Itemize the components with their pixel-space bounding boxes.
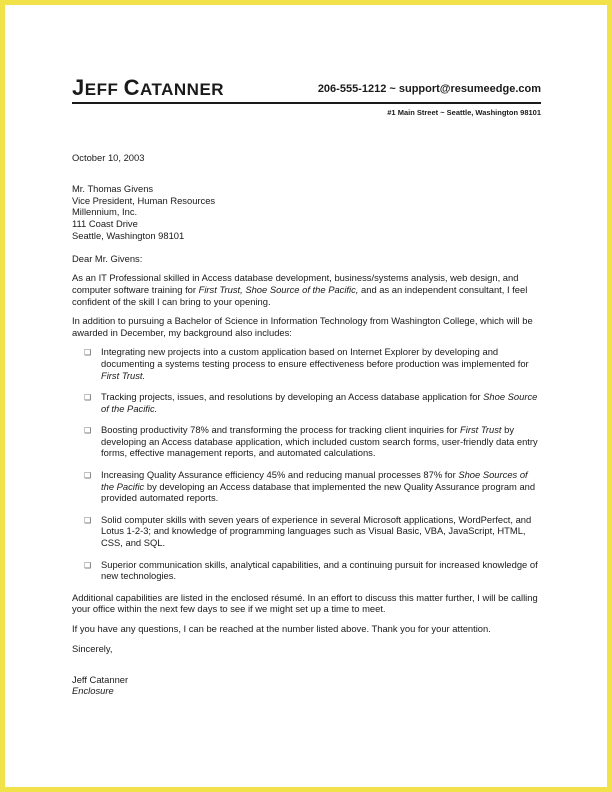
name-last-initial: C — [123, 75, 140, 100]
paragraph-intro: As an IT Professional skilled in Access database development, business/systems analysis, web design, and computer software training for First Trust, Shoe Source of the Pacific, and as an independent consultant, I feel confident of the skill I can bring to your opening. — [72, 272, 528, 307]
list-item: ❑ Tracking projects, issues, and resolutions by developing an Access database application for Shoe Source of the Pacific. — [84, 391, 538, 414]
qualifications-list — [72, 346, 542, 582]
sender-contact: 206-555-1212 ~ support@resumeedge.com — [317, 83, 541, 95]
letter-body — [72, 152, 542, 697]
checkbox-bullet-icon: ❑ — [84, 560, 92, 570]
signature-block — [72, 674, 542, 697]
name-first-initial: J — [72, 75, 85, 100]
recipient-line: Mr. Thomas Givens — [72, 183, 154, 195]
header-divider — [72, 102, 541, 104]
checkbox-bullet-icon: ❑ — [84, 348, 92, 358]
list-item: ❑ Solid computer skills with seven years of experience in several Microsoft applications, WordPerfect, and Lotus 1-2-3; and knowledge of programming languages such as Visual Basic, VBA, JavaScript, HTML, CSS, and SQL. — [84, 513, 532, 549]
name-first-rest: EFF — [84, 80, 124, 99]
list-item: ❑ Boosting productivity 78% and transforming the process for tracking client inquiries for First Trust by developing an Access database application, which included custom search forms, user-friendly data entry forms, effective management reports, and automated calculations. — [84, 424, 538, 459]
recipient-line: Seattle, Washington 98101 — [72, 229, 185, 241]
checkbox-bullet-icon: ❑ — [84, 515, 92, 525]
recipient-line: Vice President, Human Resources — [72, 194, 216, 206]
checkbox-bullet-icon: ❑ — [84, 426, 92, 436]
list-item: ❑ Increasing Quality Assurance efficiency 45% and reducing manual processes 87% for Shoe Sources of the Pacific by developing an Access database that implemented the new Quality Assurance program and provided automated reports. — [84, 469, 536, 504]
checkbox-bullet-icon: ❑ — [84, 393, 92, 403]
list-item: ❑ Superior communication skills, analytical capabilities, and a continuing pursuit for increased knowledge of new technologies. — [84, 558, 538, 582]
sender-name — [72, 77, 224, 99]
sender-address: #1 Main Street ~ Seattle, Washington 98101 — [387, 108, 541, 117]
signature-name: Jeff Catanner — [72, 673, 129, 685]
paragraph-followup: Additional capabilities are listed in the enclosed résumé. In an effort to discuss this matter further, I will be calling your office within the next few days to see if we might set up a time to meet. — [72, 591, 538, 615]
name-last-rest: ATANNER — [139, 80, 225, 99]
letter-page — [5, 5, 607, 787]
list-item: ❑ Integrating new projects into a custom application based on Internet Explorer by developing and documenting a systems testing process to ensure effectiveness before production was implemented for First Trust. — [84, 346, 529, 381]
checkbox-bullet-icon: ❑ — [84, 471, 92, 481]
recipient-block — [72, 183, 542, 241]
paragraph-background: In addition to pursuing a Bachelor of Science in Information Technology from Washington College, which will be awarded in December, my background also includes: — [72, 315, 533, 338]
recipient-line: 111 Coast Drive — [72, 217, 138, 229]
recipient-line: Millennium, Inc. — [72, 206, 138, 218]
closing: Sincerely, — [72, 642, 113, 654]
salutation: Dear Mr. Givens: — [72, 252, 143, 264]
enclosure-note: Enclosure — [72, 685, 114, 697]
letter-date: October 10, 2003 — [72, 152, 145, 163]
paragraph-contact: If you have any questions, I can be reached at the number listed above. Thank you for your attention. — [72, 623, 491, 634]
